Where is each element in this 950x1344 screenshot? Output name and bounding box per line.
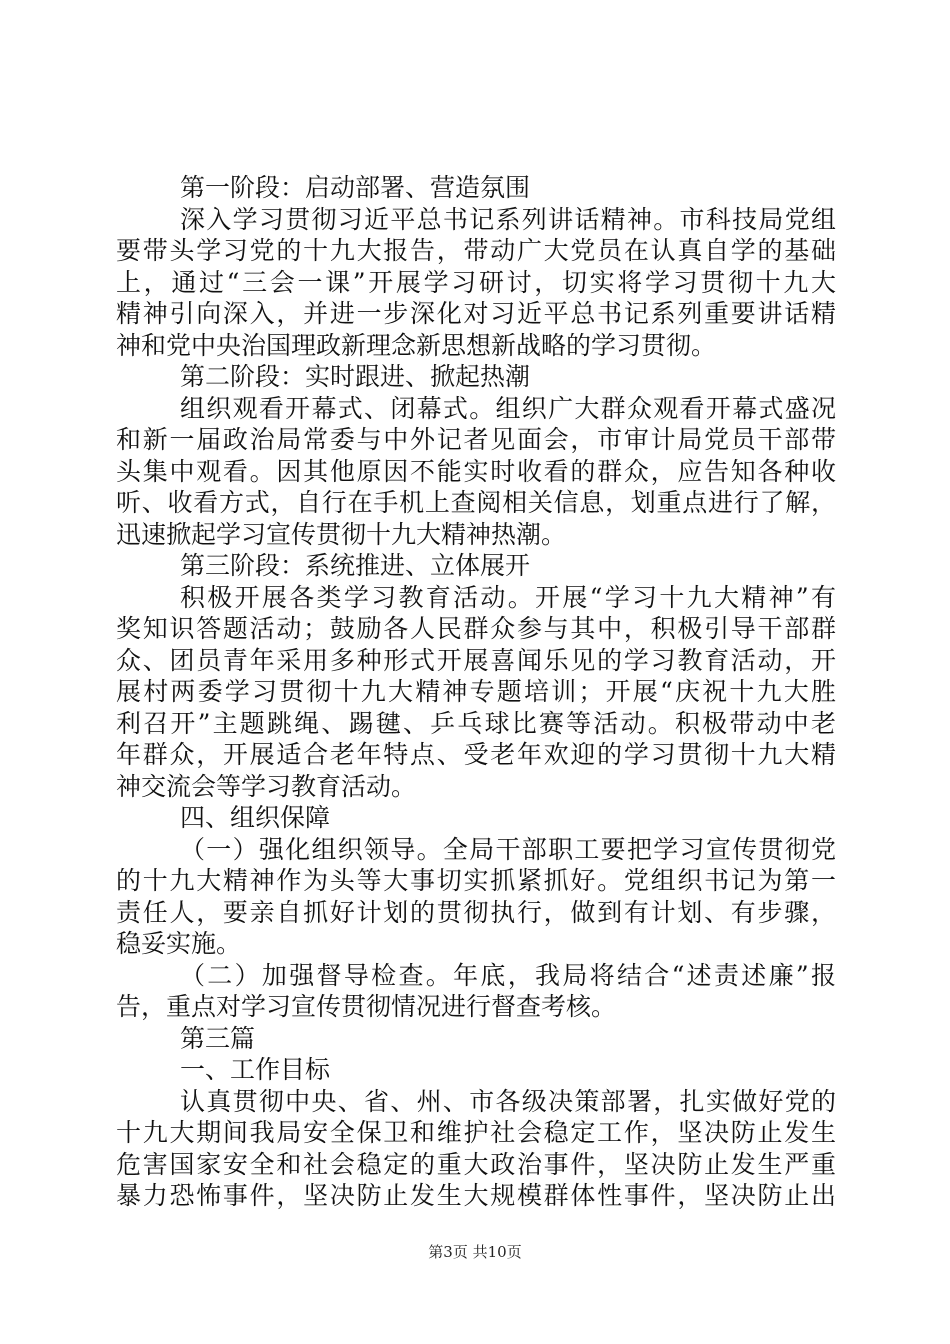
text-line: 组织观看开幕式、闭幕式。组织广大群众观看开幕式盛况 [180,393,836,423]
text-line: 责任人，要亲自抓好计划的贯彻执行，做到有计划、有步骤， [116,897,836,927]
text-line: 积极开展各类学习教育活动。开展“学习十九大精神”有 [180,582,836,612]
document-body [116,172,836,1212]
text-line: 第三阶段：系统推进、立体展开 [180,551,531,580]
text-line: 要带头学习党的十九大报告，带动广大党员在认真自学的基础 [116,236,836,265]
text-line: 上，通过“三会一课”开展学习研讨，切实将学习贯彻十九大 [116,267,836,297]
text-line: 展村两委学习贯彻十九大精神专题培训；开展“庆祝十九大胜 [116,677,836,706]
text-line: 危害国家安全和社会稳定的重大政治事件，坚决防止发生严重 [116,1149,836,1179]
text-line: 年群众，开展适合老年特点、受老年欢迎的学习贯彻十九大精 [116,740,836,769]
text-line: 暴力恐怖事件，坚决防止发生大规模群体性事件，坚决防止出 [116,1181,836,1210]
text-line: 众、团员青年采用多种形式开展喜闻乐见的学习教育活动，开 [116,645,836,675]
text-line: 第一阶段：启动部署、营造氛围 [180,173,531,202]
text-line: 十九大期间我局安全保卫和维护社会稳定工作，坚决防止发生 [116,1118,836,1147]
text-line: 头集中观看。因其他原因不能实时收看的群众，应告知各种收 [116,456,836,486]
text-line: 和新一届政治局常委与中外记者见面会，市审计局党员干部带 [116,425,836,454]
text-line: 神交流会等学习教育活动。 [116,771,417,801]
text-line: 深入学习贯彻习近平总书记系列讲话精神。市科技局党组 [180,204,836,234]
text-line: 听、收看方式，自行在手机上查阅相关信息，划重点进行了解， [116,488,836,517]
text-line: （二）加强督导检查。年底，我局将结合“述责述廉”报 [180,960,836,990]
text-line: 认真贯彻中央、省、州、市各级决策部署，扎实做好党的 [180,1086,836,1116]
text-line: （一）强化组织领导。全局干部职工要把学习宣传贯彻党 [180,834,836,864]
text-line: 告，重点对学习宣传贯彻情况进行督查考核。 [116,992,617,1021]
text-line: 一、工作目标 [180,1055,331,1084]
text-line: 利召开”主题跳绳、踢毽、乒乓球比赛等活动。积极带动中老 [116,708,836,738]
text-line: 精神引向深入，并进一步深化对习近平总书记系列重要讲话精 [116,299,836,328]
page-footer: 第3页 共10页 [428,1243,522,1261]
text-line: 的十九大精神作为头等大事切实抓紧抓好。党组织书记为第一 [116,866,836,895]
text-line: 稳妥实施。 [116,929,242,958]
text-line: 第二阶段：实时跟进、掀起热潮 [180,362,531,391]
text-line: 神和党中央治国理政新理念新思想新战略的学习贯彻。 [116,330,717,360]
text-line: 第三篇 [180,1023,256,1053]
text-line: 奖知识答题活动；鼓励各人民群众参与其中，积极引导干部群 [116,614,836,643]
text-line: 迅速掀起学习宣传贯彻十九大精神热潮。 [116,519,567,549]
text-line: 四、组织保障 [180,803,331,832]
